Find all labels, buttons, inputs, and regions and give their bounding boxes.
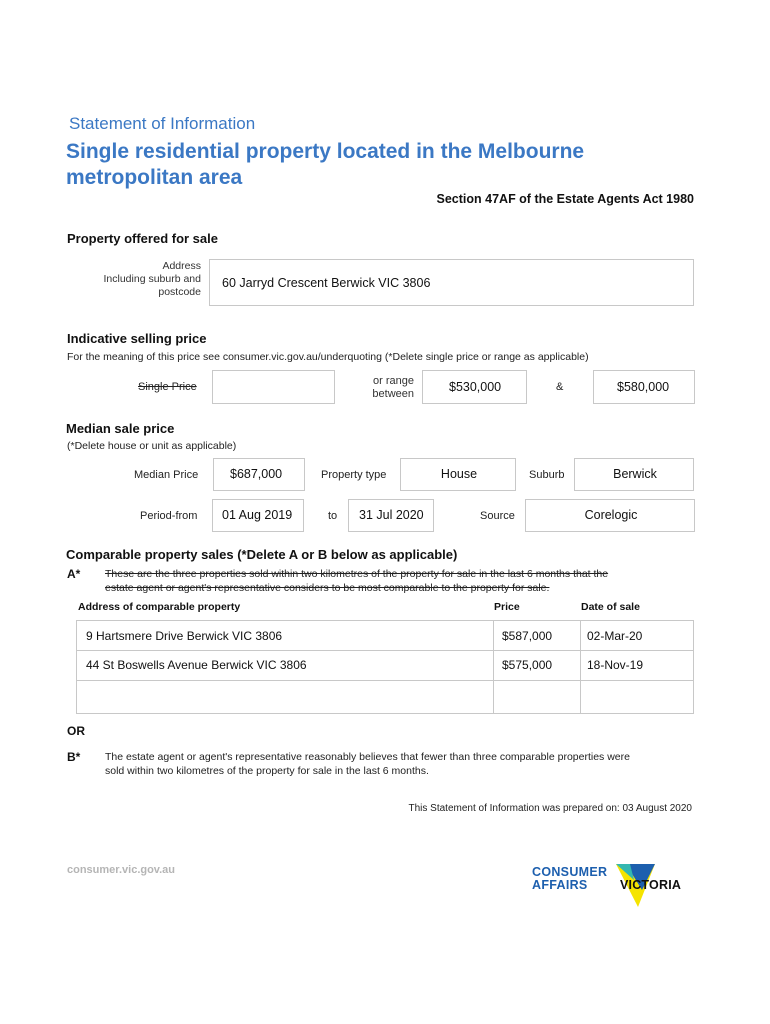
suburb-label: Suburb [529, 469, 565, 481]
address-label-main: Address [162, 260, 201, 272]
logo-text-victoria: VICTORIA [620, 878, 682, 892]
row-1-date: 02-Mar-20 [587, 629, 643, 643]
property-heading: Property offered for sale [67, 231, 218, 246]
row-2-price: $575,000 [502, 658, 553, 672]
suburb-field[interactable] [574, 458, 694, 491]
kicker: Statement of Information [69, 114, 256, 133]
page-title [66, 139, 584, 191]
option-b-text [105, 750, 630, 778]
act-reference: Section 47AF of the Estate Agents Act 1980 [436, 192, 694, 206]
col-header-address: Address of comparable property [78, 601, 241, 613]
median-price-value: $687,000 [230, 467, 283, 481]
address-field[interactable] [209, 259, 694, 306]
property-type-label: Property type [321, 469, 387, 481]
single-price-field[interactable] [212, 370, 335, 404]
period-to-value: 31 Jul 2020 [359, 508, 424, 522]
row-1-price: $587,000 [502, 629, 553, 643]
table-divider [580, 620, 581, 714]
table-divider [76, 680, 694, 681]
range-low-value: $530,000 [449, 380, 502, 394]
median-price-label: Median Price [134, 469, 199, 481]
consumer-affairs-victoria-logo [530, 860, 700, 912]
col-header-date: Date of sale [581, 601, 640, 613]
period-to-label: to [328, 510, 338, 522]
option-a-line-1: These are the three properties sold within two kilometres of the property for sale in the last 6 months that the [105, 568, 609, 580]
prepared-date: This Statement of Information was prepared on: 03 August 2020 [408, 803, 692, 814]
logo-text-consumer: CONSUMER [532, 865, 608, 879]
address-label-sub2: postcode [158, 286, 201, 298]
source-value: Corelogic [584, 508, 638, 522]
range-high-value: $580,000 [617, 380, 670, 394]
title-line-2: metropolitan area [66, 166, 243, 189]
range-label-2: between [372, 388, 414, 400]
option-b-line-1: The estate agent or agent's representative reasonably believes that fewer than three comparable properties were [105, 751, 630, 763]
median-heading: Median sale price [66, 421, 175, 436]
period-to-field[interactable] [348, 499, 434, 532]
title-line-1: Single residential property located in the Melbourne [66, 140, 585, 163]
footer-website[interactable]: consumer.vic.gov.au [67, 864, 176, 876]
range-low-field[interactable] [422, 370, 527, 404]
median-price-field[interactable] [213, 458, 305, 491]
option-a-marker: A* [67, 567, 81, 581]
property-type-value: House [440, 467, 478, 481]
range-high-field[interactable] [593, 370, 695, 404]
property-type-field[interactable] [400, 458, 516, 491]
comparable-heading: Comparable property sales (*Delete A or B below as applicable) [66, 547, 458, 562]
address-label-sub1: Including suburb and [103, 273, 201, 285]
range-label [345, 375, 414, 401]
indicative-heading: Indicative selling price [67, 331, 207, 346]
indicative-note: For the meaning of this price see consumer.vic.gov.au/underquoting (*Delete single price or range as applicable) [67, 351, 589, 363]
range-label-1: or range [373, 375, 414, 387]
or-separator: OR [67, 724, 85, 738]
row-2-address: 44 St Boswells Avenue Berwick VIC 3806 [86, 658, 307, 672]
period-from-field[interactable] [212, 499, 304, 532]
col-header-price: Price [494, 601, 520, 613]
period-from-label: Period-from [140, 510, 198, 522]
source-field[interactable] [525, 499, 695, 532]
median-note: (*Delete house or unit as applicable) [67, 440, 237, 452]
address-label [80, 260, 201, 299]
option-a-text [105, 567, 608, 595]
table-divider [76, 650, 694, 651]
single-price-label: Single Price [138, 381, 197, 393]
option-a-line-2: estate agent or agent's representative considers to be most comparable to the property for sale. [105, 582, 550, 594]
row-1-address: 9 Hartsmere Drive Berwick VIC 3806 [86, 629, 283, 643]
option-b-marker: B* [67, 750, 81, 764]
range-ampersand: & [556, 381, 564, 393]
suburb-value: Berwick [613, 467, 657, 481]
option-b-line-2: sold within two kilometres of the property for sale in the last 6 months. [105, 765, 429, 777]
address-value: 60 Jarryd Crescent Berwick VIC 3806 [222, 276, 431, 290]
logo-text-affairs: AFFAIRS [532, 878, 588, 892]
period-from-value: 01 Aug 2019 [222, 508, 293, 522]
source-label: Source [480, 510, 515, 522]
row-2-date: 18-Nov-19 [587, 658, 644, 672]
table-divider [493, 620, 494, 714]
